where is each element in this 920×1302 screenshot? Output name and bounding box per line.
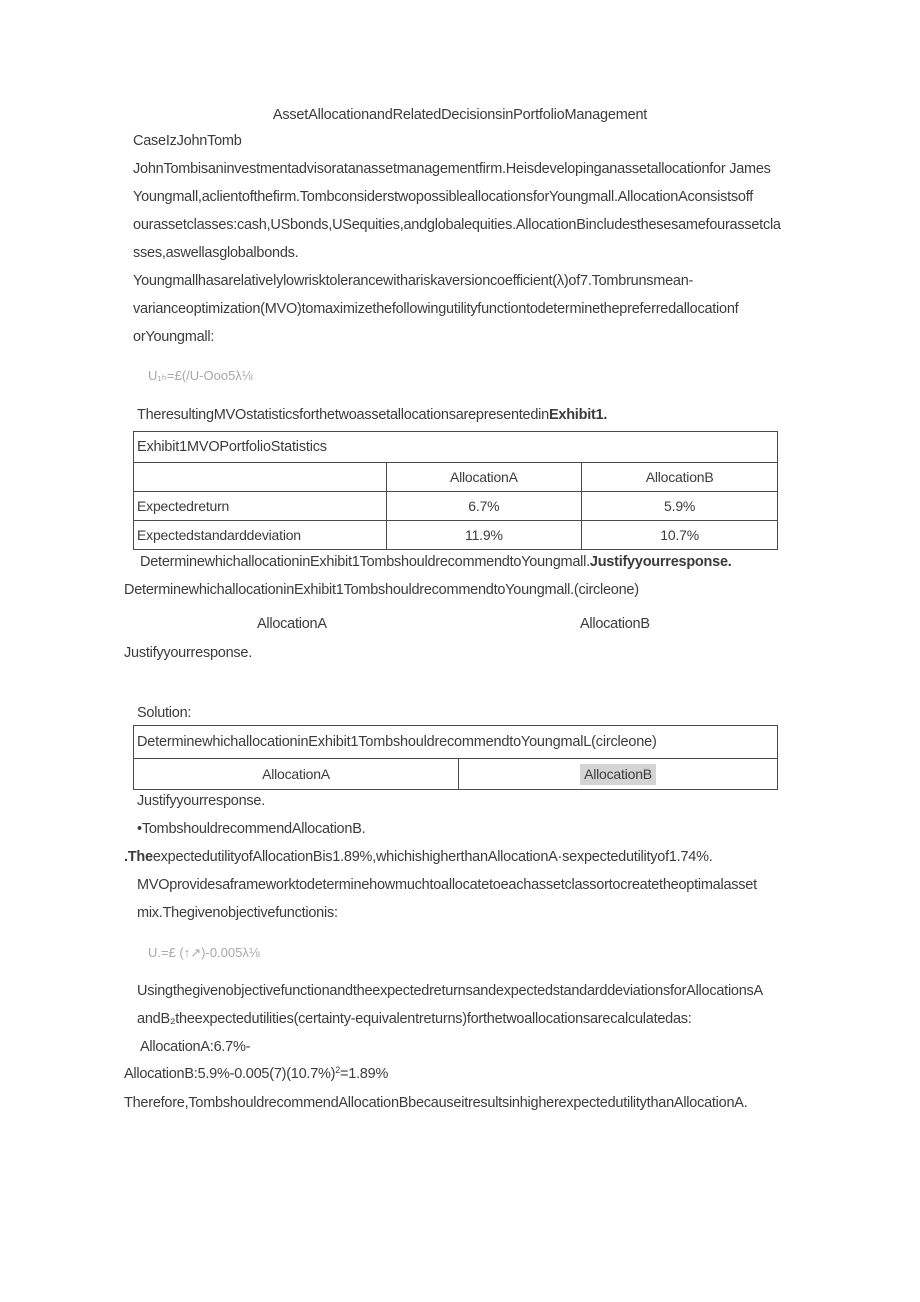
question-line [140, 554, 732, 570]
solution-option-a[interactable]: AllocationA [134, 759, 459, 790]
calc-allocation-b-exponent: 2 [335, 1065, 340, 1075]
table-row [134, 759, 778, 790]
justify-prompt-1: Justifyyourresponse. [124, 645, 252, 661]
intro-line-1: JohnTombisaninvestmentadvisoratanassetmanagementfirm.Heisdevelopinganassetallocationfor James [133, 161, 771, 177]
question-justify: Justifyyourresponse. [589, 554, 732, 570]
solution-label: Solution: [137, 705, 192, 721]
utility-formula-2: U.=£ (↑↗)-0.005λ⅛ [148, 945, 260, 960]
exhibit-mvo-table [133, 431, 778, 550]
table-row [134, 726, 778, 759]
solution-option-b[interactable] [459, 759, 778, 790]
row-label-expected-std-dev: Expectedstandarddeviation [134, 521, 387, 550]
table-row [134, 492, 778, 521]
exhibit-col-blank [134, 463, 387, 492]
question-circle-one: DeterminewhichallocationinExhibit1TombshouldrecommendtoYoungmall.(circleone) [124, 582, 639, 598]
bullet-expected-utility-rest: expectedutilityofAllocationBis1.89%,whichishigherthanAllocationA·sexpectedutilityof1.74%. [152, 849, 713, 865]
exhibit-col-allocation-a: AllocationA [386, 463, 582, 492]
calc-allocation-b [124, 1065, 388, 1082]
intro-line-6: varianceoptimization(MVO)tomaximizethefollowingutilityfunctiontodeterminethepreferredallocationf [133, 301, 739, 317]
intro-line-4: sses,aswellasglobalbonds. [133, 245, 299, 261]
exhibit-intro [137, 407, 607, 423]
page-title: AssetAllocationandRelatedDecisionsinPortfolioManagement [272, 107, 648, 123]
row-label-expected-return: Expectedreturn [134, 492, 387, 521]
exhibit-table-title: Exhibit1MVOPortfolioStatistics [134, 432, 778, 463]
intro-line-2: Youngmall,aclientofthefirm.TombconsiderstwopossibleallocationsforYoungmall.AllocationAconsistsoff [133, 189, 754, 205]
table-row [134, 432, 778, 463]
case-heading: CaseIzJohnTomb [133, 133, 242, 149]
table-row [134, 463, 778, 492]
bullet-recommendation: •TombshouldrecommendAllocationB. [137, 821, 366, 837]
intro-line-5: Youngmallhasarelativelylowrisktolerancewithariskaversioncoefficient(λ)of7.Tombrunsmean- [133, 273, 694, 289]
exhibit-intro-text: TheresultingMVOstatisticsforthetwoassetallocationsarepresentedin [137, 407, 549, 423]
expected-return-b: 5.9% [582, 492, 778, 521]
utility-formula-1: U₁ₕ=£(/U-Ooo5λ⅛ [148, 368, 253, 383]
expected-std-dev-a: 11.9% [386, 521, 582, 550]
bullet-expected-utility-lead: .The [124, 849, 153, 865]
mvo-line-2: mix.Thegivenobjectivefunctionis: [137, 905, 338, 921]
choice-allocation-b[interactable]: AllocationB [580, 616, 650, 632]
calc-line-2: andB₂theexpectedutilities(certainty-equivalentreturns)forthetwoallocationsarecalculatedas: [137, 1011, 692, 1027]
intro-line-3: ourassetclasses:cash,USbonds,USequities,andglobalequities.AllocationBincludesthesesamefourassetcla [133, 217, 781, 233]
intro-line-7: orYoungmall: [133, 329, 215, 345]
calc-line-1: UsingthegivenobjectivefunctionandtheexpectedreturnsandexpectedstandarddeviationsforAllocationsA [137, 983, 763, 999]
choice-allocation-a[interactable]: AllocationA [257, 616, 327, 632]
question-text: DeterminewhichallocationinExhibit1TombshouldrecommendtoYoungmall. [140, 554, 590, 570]
expected-return-a: 6.7% [386, 492, 582, 521]
expected-std-dev-b: 10.7% [582, 521, 778, 550]
justify-prompt-2: Justifyyourresponse. [137, 793, 265, 809]
calc-allocation-b-prefix: AllocationB:5.9%-0.005(7)(10.7%) [124, 1066, 336, 1082]
exhibit-col-allocation-b: AllocationB [582, 463, 778, 492]
conclusion-line: Therefore,TombshouldrecommendAllocationBbecauseitresultsinhigherexpectedutilitythanAllocationA. [124, 1095, 748, 1111]
table-row [134, 521, 778, 550]
mvo-line-1: MVOprovidesaframeworktodeterminehowmuchtoallocatetoeachassetclassortocreatetheoptimalasset [137, 877, 757, 893]
calc-allocation-a: AllocationA:6.7%- [140, 1039, 251, 1055]
selected-answer-highlight: AllocationB [580, 764, 656, 785]
exhibit-intro-ref: Exhibit1. [548, 407, 608, 423]
calc-allocation-b-suffix: =1.89% [340, 1066, 389, 1082]
bullet-expected-utility [124, 849, 713, 865]
solution-answer-table [133, 725, 778, 790]
solution-prompt: DeterminewhichallocationinExhibit1TombshouldrecommendtoYoungmalL(circleone) [134, 726, 778, 759]
